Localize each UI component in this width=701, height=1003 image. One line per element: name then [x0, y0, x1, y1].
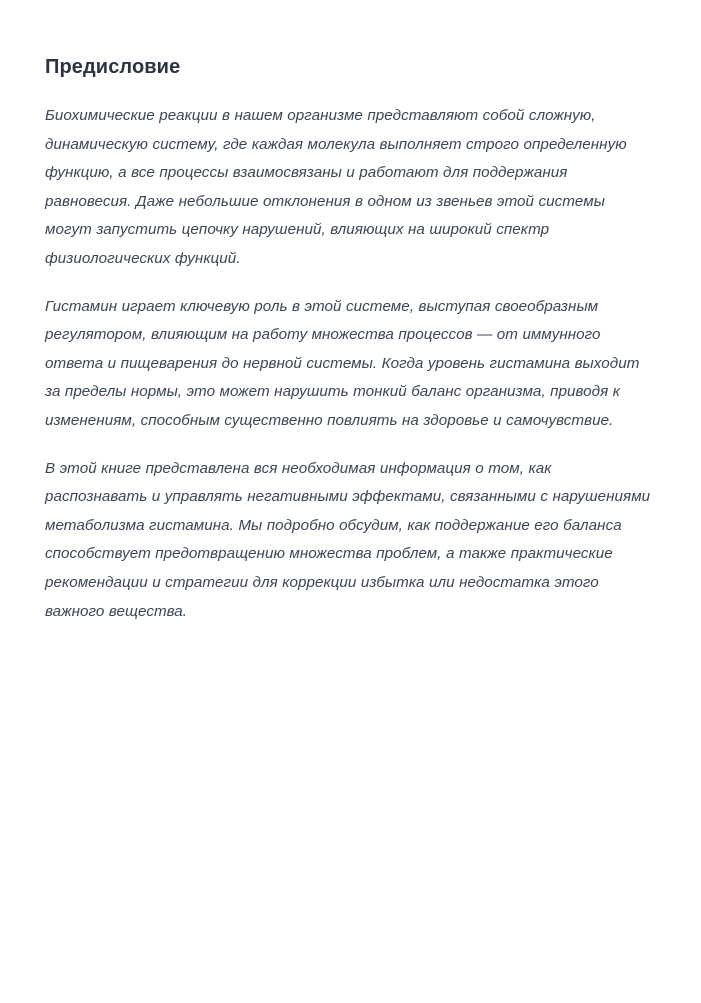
paragraph-1: Биохимические реакции в нашем организме представляют собой сложную, динамическую систему, где каждая молекула выполняет строго определенную функцию, а все процессы взаимосвязаны и работают для поддержания равновесия. Даже небольшие отклонения в одном из звеньев этой системы могут запустить цепочку нарушений, влияющих на широкий спектр физиологических функций.: [45, 107, 627, 267]
page-title: Предисловие: [45, 56, 181, 78]
body-copy: [45, 102, 652, 626]
paragraph-3: В этой книге представлена вся необходимая информация о том, как распознавать и управлять негативными эффектами, связанными с нарушениями метаболизма гистамина. Мы подробно обсудим, как поддержание его баланса способствует предотвращению множества проблем, а также практические рекомендации и стратегии для коррекции избытка или недостатка этого важного вещества.: [45, 459, 651, 620]
paragraph-2: Гистамин играет ключевую роль в этой системе, выступая своеобразным регулятором, влияющим на работу множества процессов — от иммунного ответа и пищеварения до нервной системы. Когда уровень гистамина выходит за пределы нормы, это может нарушить тонкий баланс организма, приводя к изменениям, способным существенно повлиять на здоровье и самочувствие.: [45, 297, 640, 429]
